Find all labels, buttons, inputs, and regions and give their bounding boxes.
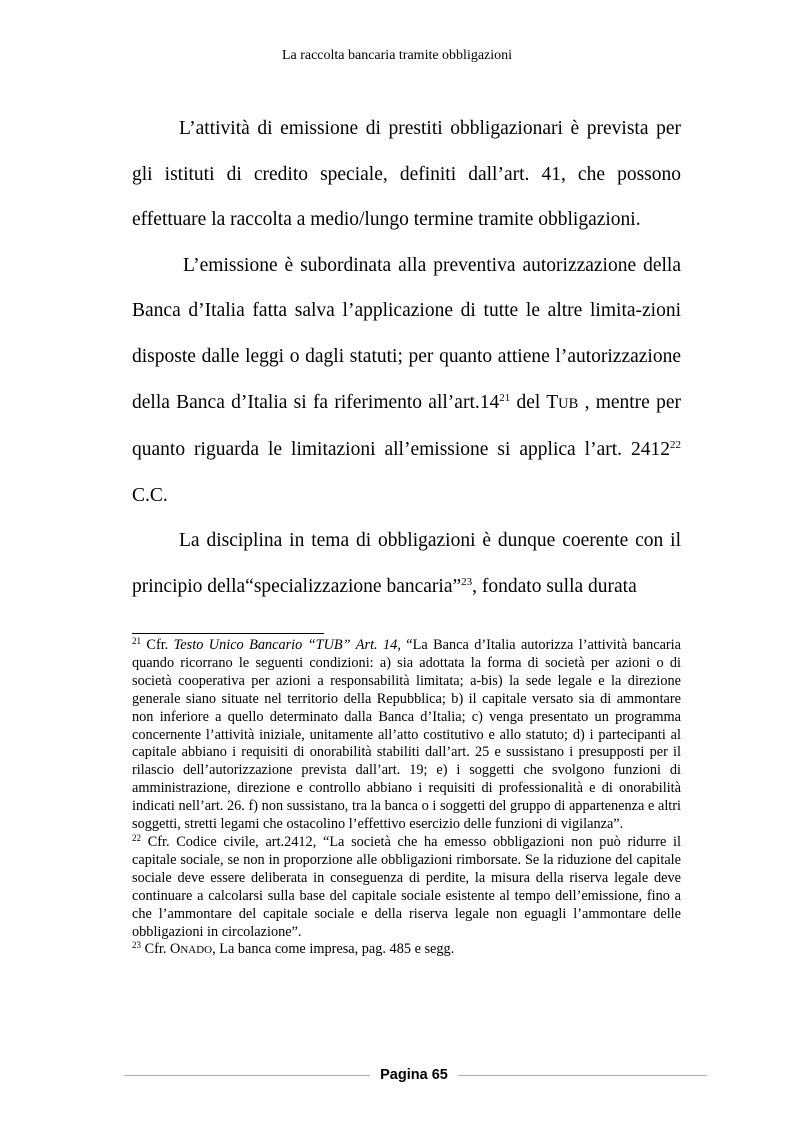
footnote-22-text: Cfr. Codice civile, art.2412, “La società che ha emesso obbligazioni non può ridurre il capitale sociale, se non in proporzione alle obbligazioni rimborsate. Se la riduzione del capitale sociale deve essere deliberata in conseguenza di perdite, la misura della riserva legale deve continuare a calcolarsi sulla base del capitale sociale esistente al tempo dell’emissione, fino a che l’ammontare del capitale sociale e della riserva legale non eguagli l’ammontare delle obbligazioni in circolazione”. xyxy=(132,833,681,940)
tub-abbrev-rest: UB xyxy=(558,395,579,412)
page-number: Pagina 65 xyxy=(380,1067,448,1083)
footnote-21-lead: Cfr. xyxy=(141,637,174,653)
footer-rule-right xyxy=(458,1075,707,1076)
tub-abbrev-initial: T xyxy=(546,391,559,413)
footnote-23-text: , La banca come impresa, pag. 485 e segg. xyxy=(212,941,455,958)
footnote-23-author-rest: NADO xyxy=(180,944,213,957)
paragraph-3-text-2: , fondato sulla durata xyxy=(472,575,637,597)
footnote-21-number: 21 xyxy=(132,636,141,646)
main-text xyxy=(132,106,681,610)
footnote-22-number: 22 xyxy=(132,832,141,843)
footnote-23-author-initial: O xyxy=(170,941,181,958)
footnote-21-text: , “La Banca d’Italia autorizza l’attività bancaria quando ricorrano le seguenti condizioni: a) sia adottata la forma di società per azioni o di società cooperativa per azioni a responsabilità limitata; a-bis) la sede legale e la direzione generale siano situate nel territorio della Repubblica; b) il capitale versato sia di ammontare non inferiore a quello determinato dalla Banca d’Italia; c) venga presentato un programma concernente l’attività iniziale, unitamente all’atto costitutivo e allo statuto; d) i partecipanti al capitale abbiano i requisiti di onorabilità stabiliti dall’art. 25 e sussistano i presupposti per il rilascio dell’autorizzazione prevista dall’art. 19; e) i soggetti che svolgono funzioni di amministrazione, direzione e controllo abbiano i requisiti di professionalità e di onorabilità indicati nell’art. 26. f) non sussistano, tra la banca o i soggetti del gruppo di appartenenza e altri soggetti, stretti legami che ostacolino l’effettivo esercizio delle funzioni di vigilanza”. xyxy=(132,637,681,833)
paragraph-1: L’attività di emissione di prestiti obbligazionari è prevista per gli istituti di credito speciale, definiti dall’art. 41, che possono effettuare la raccolta a medio/lungo termine tramite obbligazioni. xyxy=(132,118,681,231)
paragraph-2 xyxy=(132,243,681,519)
footnote-21-source: Testo Unico Bancario “TUB” Art. 14 xyxy=(173,637,398,653)
footnote-ref-21: 21 xyxy=(499,391,511,404)
footnote-23-number: 23 xyxy=(132,940,141,951)
paragraph-2-text-3: , mentre per quanto riguarda le limitazioni all’emissione si applica l’art. 2412 xyxy=(132,391,681,461)
paragraph-2-text-2: del xyxy=(510,391,547,413)
footnote-ref-23: 23 xyxy=(461,575,473,588)
footnote-23-lead: Cfr. xyxy=(141,941,170,958)
paragraph-3-text-1: La disciplina in tema di obbligazioni è dunque coerente con il principio della“specializzazione bancaria” xyxy=(132,530,681,597)
footnote-ref-22: 22 xyxy=(670,439,681,452)
page-footer xyxy=(124,1066,707,1086)
footnote-23 xyxy=(132,941,681,960)
paragraph-2-text-4: C.C. xyxy=(132,484,168,506)
running-header: La raccolta bancaria tramite obbligazioni xyxy=(281,48,513,63)
footnotes xyxy=(132,637,681,960)
paragraph-3 xyxy=(132,518,681,609)
paragraph-2-text-1: L’emissione è subordinata alla preventiva autorizzazione della Banca d’Italia fatta salva l’applicazione di tutte le altre limita-zioni disposte dalle leggi o dagli statuti; per quanto attiene l’autorizzazione della Banca d’Italia si fa riferimento all’art.14 xyxy=(132,254,681,413)
footnote-22 xyxy=(132,834,681,941)
footnote-21 xyxy=(132,637,681,834)
footnote-separator xyxy=(132,633,324,634)
footer-rule-left xyxy=(124,1075,370,1076)
